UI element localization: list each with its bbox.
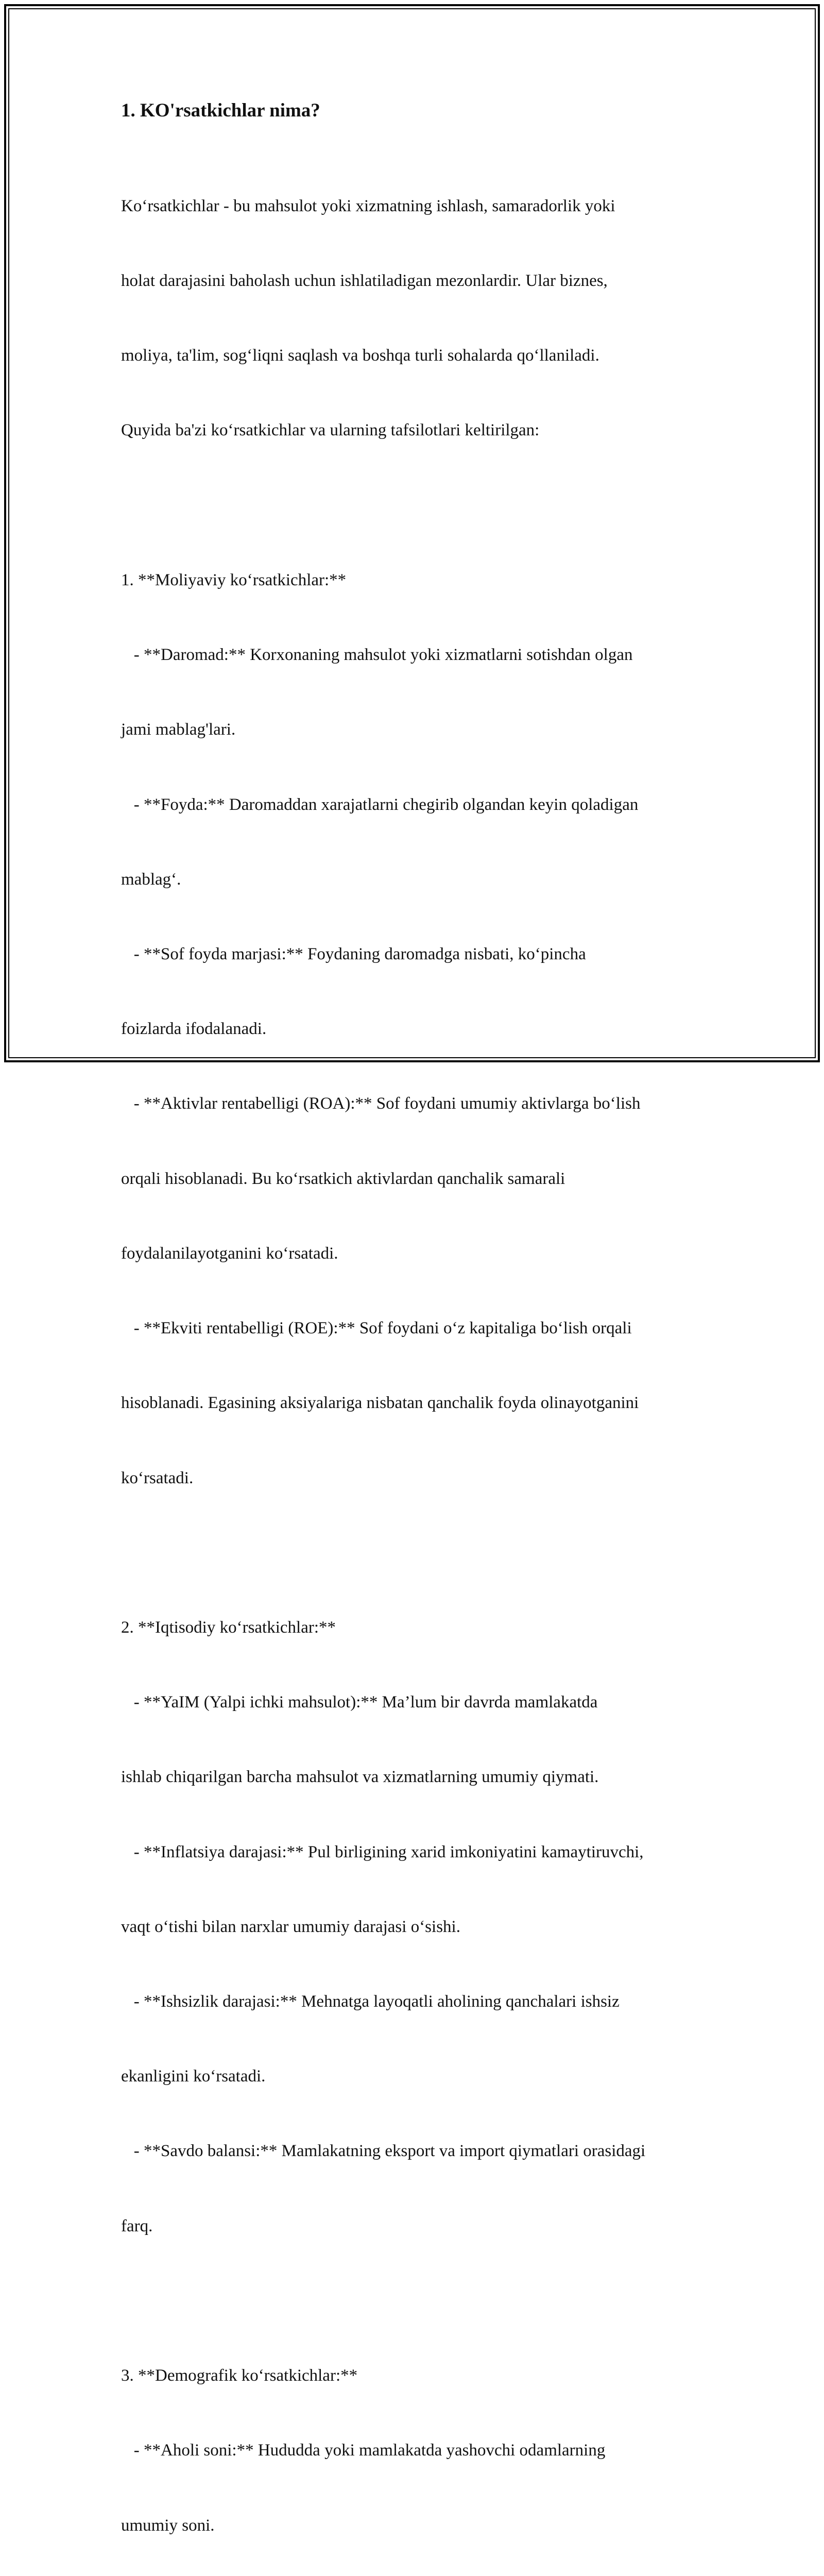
intro-line: Quyida ba'zi ko‘rsatkichlar va ularning tafsilotlari keltirilgan: — [121, 421, 540, 440]
section-line: - **Ekviti rentabelligi (ROE):** Sof foydani o‘z kapitaliga bo‘lish orqali — [121, 1319, 632, 1338]
section-line: - **Foyda:** Daromaddan xarajatlarni chegirib olgandan keyin qoladigan — [121, 795, 639, 814]
section-line: ekanligini ko‘rsatadi. — [121, 2067, 266, 2086]
section-line: 3. **Demografik ko‘rsatkichlar:** — [121, 2366, 358, 2385]
intro-paragraph — [121, 144, 711, 493]
section-line: - **Aktivlar rentabelligi (ROA):** Sof foydani umumiy aktivlarga bo‘lish — [121, 1094, 641, 1113]
section-line: orqali hisoblanadi. Bu ko‘rsatkich aktivlardan qanchalik samarali — [121, 1169, 565, 1188]
intro-line: moliya, ta'lim, sog‘liqni saqlash va boshqa turli sohalarda qo‘llaniladi. — [121, 346, 599, 365]
section-line: hisoblanadi. Egasining aksiyalariga nisbatan qanchalik foyda olinayotganini — [121, 1394, 639, 1413]
section-line: mablag‘. — [121, 870, 181, 889]
section-line: - **Savdo balansi:** Mamlakatning eksport va import qiymatlari orasidagi — [121, 2142, 646, 2161]
section-line: - **Sof foyda marjasi:** Foydaning daromadga nisbati, ko‘pincha — [121, 944, 586, 963]
section-line: farq. — [121, 2216, 153, 2235]
section-line: 2. **Iqtisodiy ko‘rsatkichlar:** — [121, 1618, 336, 1637]
section-line: - **Aholi soni:** Hududda yoki mamlakatda yashovchi odamlarning — [121, 2441, 606, 2460]
section-line: - **Inflatsiya darajasi:** Pul birligining xarid imkoniyatini kamaytiruvchi, — [121, 1842, 644, 1861]
section-line: - **YaIM (Yalpi ichki mahsulot):** Ma’lum bir davrda mamlakatda — [121, 1693, 598, 1712]
section-line: foizlarda ifodalanadi. — [121, 1020, 267, 1039]
section-line: umumiy soni. — [121, 2516, 215, 2535]
document-heading: 1. KO'rsatkichlar nima? — [121, 100, 320, 121]
section-line: ishlab chiqarilgan barcha mahsulot va xizmatlarning umumiy qiymati. — [121, 1768, 599, 1787]
section-line: foydalanilayotganini ko‘rsatadi. — [121, 1244, 338, 1263]
section-economic — [121, 1565, 711, 2289]
section-line: - **Daromad:** Korxonaning mahsulot yoki xizmatlarni sotishdan olgan — [121, 646, 633, 665]
section-demographic — [121, 2313, 711, 2576]
section-line: ko‘rsatadi. — [121, 1468, 194, 1487]
section-line: - **Ishsizlik darajasi:** Mehnatga layoqatli aholining qanchalari ishsiz — [121, 1992, 620, 2011]
intro-line: holat darajasini baholash uchun ishlatiladigan mezonlardir. Ular biznes, — [121, 272, 608, 291]
section-line: jami mablag'lari. — [121, 720, 236, 739]
paragraph-spacer — [121, 1540, 711, 1565]
document-body — [121, 95, 711, 2576]
intro-line: Ko‘rsatkichlar - bu mahsulot yoki xizmatning ishlash, samaradorlik yoki — [121, 196, 615, 215]
section-financial — [121, 518, 711, 1540]
paragraph-spacer — [121, 493, 711, 518]
paragraph-spacer — [121, 2289, 711, 2313]
section-line: 1. **Moliyaviy ko‘rsatkichlar:** — [121, 570, 347, 589]
section-line: vaqt o‘tishi bilan narxlar umumiy darajasi o‘sishi. — [121, 1917, 460, 1936]
